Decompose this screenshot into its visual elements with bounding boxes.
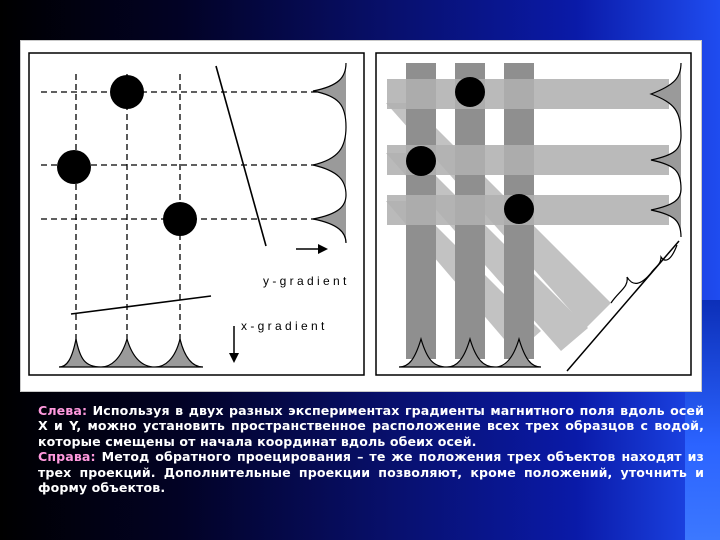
left-panel — [29, 53, 364, 375]
object-dot-1 — [455, 77, 485, 107]
right-x-projection-profile — [399, 339, 541, 367]
caption-right-paragraph — [38, 449, 704, 495]
y-gradient-label: y - g r a d i e n t — [263, 274, 347, 288]
right-panel — [376, 53, 691, 375]
sample-dot-2 — [57, 150, 91, 184]
object-dot-2 — [406, 146, 436, 176]
caption — [38, 403, 704, 495]
caption-left-text: Используя в двух разных экспериментах градиенты магнитного поля вдоль осей X и Y, можно установить пространственное расположение всех трех образцов с водой, которые смещены от начала координат вдоль обеих осей. — [38, 403, 704, 449]
caption-right-text: Метод обратного проецирования – те же положения трех объектов находят из трех проекций. Дополнительные проекции позволяют, кроме положений, уточнить и форму объектов. — [38, 449, 704, 496]
object-dot-3 — [504, 194, 534, 224]
figure-frame — [20, 40, 702, 392]
caption-right-label: Справа: — [38, 449, 96, 465]
x-gradient-label: x - g r a d i e n t — [241, 319, 325, 333]
caption-left-paragraph — [38, 403, 704, 449]
sample-dot-1 — [110, 75, 144, 109]
sample-dot-3 — [163, 202, 197, 236]
caption-left-label: Слева: — [38, 403, 88, 418]
